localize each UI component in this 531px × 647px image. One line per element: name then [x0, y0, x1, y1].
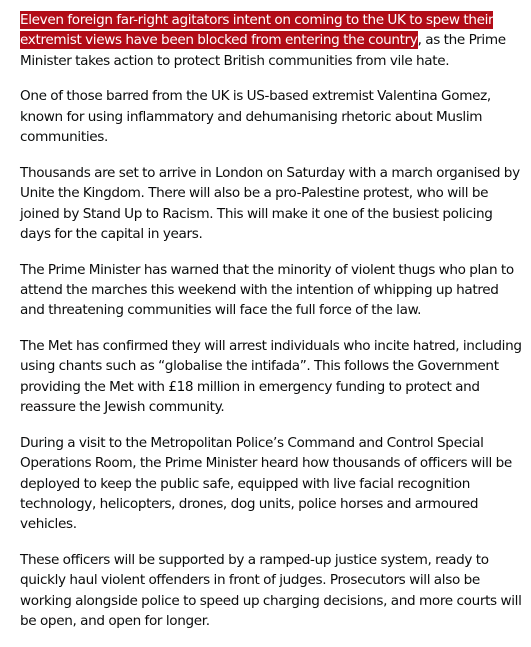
article-paragraph-3: Thousands are set to arrive in London on Saturday with a march organised by Unite the Kingdom. There will also be a pro-Palestine protest, who will be joined by Stand Up to Racism. This will make it one of the busiest policing days for the capital in years.: [20, 164, 520, 243]
highlighted-selection[interactable]: Eleven foreign far-right agitators intent on coming to the UK to spew their extremist views have been blocked from entering the country: [20, 12, 494, 49]
paragraph-text: , as the Prime Minister takes action to protect British communities from vile hate.: [20, 32, 506, 69]
article-paragraph-2: One of those barred from the UK is US-based extremist Valentina Gomez, known for using inflammatory and dehumanising rhetoric about Muslim communities.: [20, 88, 491, 146]
article-paragraph-7: These officers will be supported by a ramped-up justice system, ready to quickly haul violent offenders in front of judges. Prosecutors will also be working alongside police to speed up charging decisions, and more courts will be open, and open for longer.: [20, 552, 522, 630]
article-paragraph-5: The Met has confirmed they will arrest individuals who incite hatred, including using chants such as “globalise the intifada”. This follows the Government providing the Met with £18 million in emergency funding to protect and reassure the Jewish community.: [20, 338, 522, 416]
article-paragraph-1: [20, 10, 526, 71]
article-body: [20, 10, 526, 647]
article-paragraph-6: During a visit to the Metropolitan Police’s Command and Control Special Operations Room, the Prime Minister heard how thousands of officers will be deployed to keep the public safe, equipped with live facial recognition technology, helicopters, drones, dog units, police horses and armoured vehicles.: [20, 434, 512, 533]
article-paragraph-4: The Prime Minister has warned that the minority of violent thugs who plan to attend the marches this weekend with the intention of whipping up hatred and threatening communities will face the full force of the law.: [20, 261, 514, 319]
